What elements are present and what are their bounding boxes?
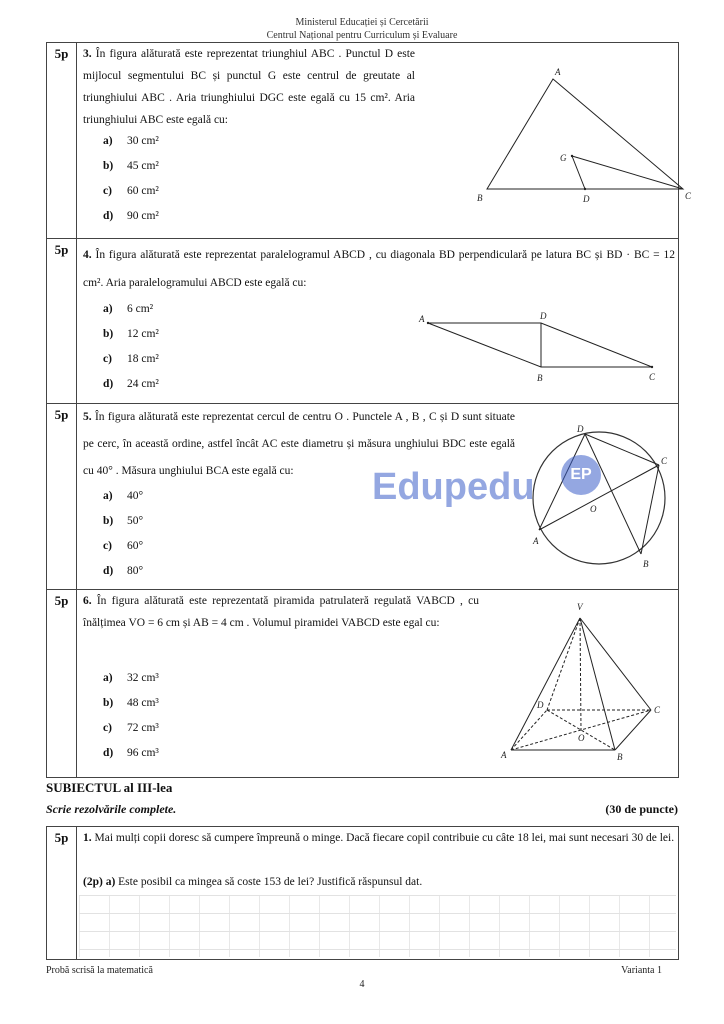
- problem-iii-1-number: 1.: [83, 832, 92, 844]
- section-points: (30 de puncte): [605, 802, 678, 816]
- option-label: a): [103, 490, 113, 502]
- problem-5-statement: În figura alăturată este reprezentat cercul de centru O . Punctele A , B , C și D sunt situate pe cerc, în această ordine, astfel încât AC este diametru și măsura unghiului BDC este egală cu 40° . Măsura unghiului BCA este egală cu:: [83, 411, 515, 477]
- fig3-label-b: B: [477, 193, 483, 203]
- subpoint-label: a): [105, 876, 116, 888]
- option-value: 60 cm²: [127, 185, 159, 197]
- problem-3-option-c: [103, 185, 159, 197]
- subpoint-text: Este posibil ca mingea să coste 153 de lei? Justifică răspunsul dat.: [118, 876, 423, 888]
- option-value: 18 cm²: [127, 353, 159, 365]
- option-label: d): [103, 747, 114, 759]
- problem-6-points: 5p: [47, 590, 77, 778]
- option-label: a): [103, 135, 113, 147]
- problem-3-row: [47, 43, 679, 239]
- option-label: a): [103, 672, 113, 684]
- problem-4-option-d: [103, 378, 159, 390]
- fig5-label-c: C: [661, 456, 668, 466]
- problem-6-option-b: [103, 697, 159, 709]
- answer-grid[interactable]: [79, 895, 676, 957]
- problem-4-body: [77, 239, 679, 404]
- edupedu-logo-icon: EP: [561, 455, 601, 495]
- problem-5-number: 5.: [83, 411, 92, 423]
- option-value: 24 cm²: [127, 378, 159, 390]
- problem-iii-1-text: [83, 827, 675, 849]
- ministry-header: Ministerul Educației și Cercetării: [295, 17, 429, 28]
- option-label: b): [103, 515, 114, 527]
- option-value: 80°: [127, 565, 144, 577]
- section-iii-table: [46, 826, 679, 960]
- problem-3-statement: În figura alăturată este reprezentat triunghiul ABC . Punctul D este mijlocul segmentului BC și punctul G este centrul de greutate al triunghiului ABC . Aria triunghiului DGC este egală cu 15 cm². Aria triunghiului ABC este egală cu:: [83, 48, 416, 126]
- problem-iii-1-row: [47, 827, 679, 960]
- problem-4-statement: În figura alăturată este reprezentat paralelogramul ABCD , cu diagonala BD perpendiculară pe latura BC și BD · BC = 12 cm². Aria paralelogramului ABCD este egală cu:: [83, 249, 675, 289]
- problem-6-body: [77, 590, 679, 778]
- footer-left: Probă scrisă la matematică: [46, 965, 153, 976]
- problem-4-option-b: [103, 328, 159, 340]
- fig5-label-d: D: [577, 424, 584, 434]
- pyramid-figure: [495, 598, 685, 776]
- edupedu-watermark: Edupedu: [372, 466, 535, 508]
- fig6-label-b: B: [617, 752, 623, 762]
- option-value: 32 cm³: [127, 672, 159, 684]
- problem-iii-1-body: [77, 827, 679, 960]
- problem-3-option-b: [103, 160, 159, 172]
- option-value: 50°: [127, 515, 144, 527]
- fig6-label-d: D: [537, 700, 544, 710]
- problem-6-option-d: [103, 747, 159, 759]
- problem-3-option-a: [103, 135, 159, 147]
- problem-4-option-a: [103, 303, 153, 315]
- option-value: 48 cm³: [127, 697, 159, 709]
- problem-6-option-c: [103, 722, 159, 734]
- option-value: 40°: [127, 490, 144, 502]
- option-value: 60°: [127, 540, 144, 552]
- option-label: c): [103, 722, 112, 734]
- fig6-label-c: C: [654, 705, 661, 715]
- problem-iii-1-statement: Mai mulți copii doresc să cumpere împreună o minge. Dacă fiecare copil contribuie cu câte 18 lei, mai sunt necesari 30 de lei.: [94, 832, 675, 844]
- fig6-label-o: O: [578, 733, 585, 743]
- problem-5-option-d: [103, 565, 143, 577]
- option-value: 72 cm³: [127, 722, 159, 734]
- footer-right: Varianta 1: [621, 965, 662, 976]
- problem-6-number: 6.: [83, 595, 92, 607]
- fig6-label-a: A: [501, 750, 507, 760]
- circle-figure: [527, 422, 687, 572]
- fig3-label-d: D: [583, 194, 590, 204]
- option-label: b): [103, 160, 114, 172]
- page-number: 4: [359, 979, 365, 990]
- problem-6-row: [47, 590, 679, 778]
- fig4-label-b: B: [537, 373, 543, 383]
- option-label: c): [103, 540, 112, 552]
- problem-4-option-c: [103, 353, 159, 365]
- fig4-label-d: D: [540, 311, 547, 321]
- questions-table: [46, 42, 692, 778]
- fig3-label-g: G: [560, 153, 567, 163]
- option-value: 12 cm²: [127, 328, 159, 340]
- option-label: d): [103, 210, 114, 222]
- problem-5-option-a: [103, 490, 143, 502]
- subpoint-score: (2p): [83, 876, 103, 888]
- option-value: 6 cm²: [127, 303, 154, 315]
- problem-6-option-a: [103, 672, 159, 684]
- option-value: 90 cm²: [127, 210, 159, 222]
- option-label: c): [103, 353, 112, 365]
- fig3-label-c: C: [685, 191, 692, 201]
- problem-5-points: 5p: [47, 404, 77, 590]
- problem-5-option-b: [103, 515, 143, 527]
- center-header: Centrul Național pentru Curriculum și Evaluare: [266, 30, 458, 41]
- problem-4-text: [83, 241, 675, 297]
- fig4-label-a: A: [419, 314, 425, 324]
- problem-3-text: [83, 43, 415, 131]
- fig3-label-a: A: [555, 67, 561, 77]
- problem-6-statement: În figura alăturată este reprezentată piramida patrulateră regulată VABCD , cu înălțimea VO = 6 cm și AB = 4 cm . Volumul piramidei VABCD este egal cu:: [83, 595, 479, 629]
- problem-4-points: 5p: [47, 239, 77, 404]
- problem-iii-1a: [83, 871, 675, 893]
- problem-3-number: 3.: [83, 48, 92, 60]
- section-instruction: Scrie rezolvările complete.: [46, 802, 177, 816]
- problem-6-text: [83, 590, 479, 634]
- problem-5-row: [47, 404, 679, 590]
- problem-3-option-d: [103, 210, 159, 222]
- parallelogram-figure: [417, 309, 677, 389]
- fig5-label-a: A: [533, 536, 539, 546]
- fig4-label-c: C: [649, 372, 656, 382]
- problem-5-option-c: [103, 540, 143, 552]
- problem-iii-1-points: 5p: [47, 827, 77, 960]
- problem-3-body: [77, 43, 692, 239]
- problem-3-points: 5p: [47, 43, 77, 239]
- option-label: a): [103, 303, 113, 315]
- option-label: d): [103, 378, 114, 390]
- fig6-label-v: V: [577, 602, 583, 612]
- option-label: d): [103, 565, 114, 577]
- fig5-label-o: O: [590, 504, 597, 514]
- fig5-label-b: B: [643, 559, 649, 569]
- option-value: 30 cm²: [127, 135, 159, 147]
- option-value: 96 cm³: [127, 747, 159, 759]
- problem-4-number: 4.: [83, 249, 92, 261]
- triangle-figure: [447, 63, 692, 233]
- option-label: c): [103, 185, 112, 197]
- option-value: 45 cm²: [127, 160, 159, 172]
- problem-4-row: [47, 239, 679, 404]
- option-label: b): [103, 697, 114, 709]
- section-title: SUBIECTUL al III-lea: [46, 780, 173, 795]
- option-label: b): [103, 328, 114, 340]
